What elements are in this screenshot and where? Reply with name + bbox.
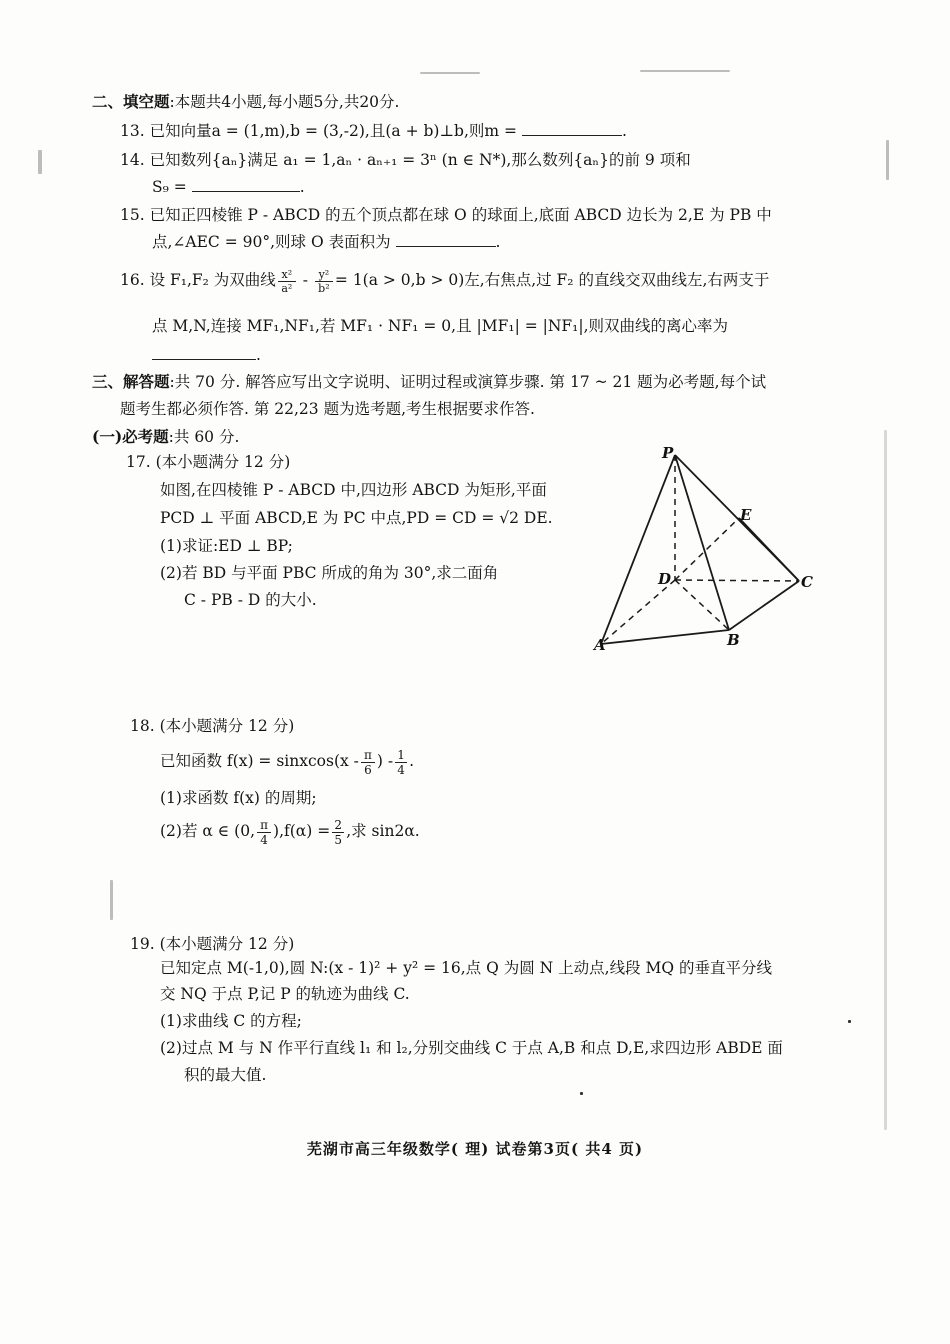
question-text: 积的最大值. [184,1066,267,1084]
question-text: C - PB - D 的大小. [184,591,317,609]
question-19-line2 [160,984,410,1004]
scan-noise [886,140,889,180]
fraction-pi-4 [257,818,271,847]
fraction-num: π [363,747,372,762]
section3-desc: :共 70 分. 解答应写出文字说明、证明过程或演算步骤. 第 17 ~ 21 题为必考题,每个试 [169,373,767,391]
question-19-line5 [184,1065,266,1085]
part1-desc: :共 60 分. [168,428,240,446]
fraction-num: π [260,817,268,832]
fraction-den: 4 [257,832,271,847]
question-17-head [126,452,290,472]
question-text: 如图,在四棱锥 P - ABCD 中,四边形 ABCD 为矩形,平面 [160,481,547,499]
question-text: 点 M,N,连接 MF₁,NF₁,若 MF₁ · NF₁ = 0,且 |MF₁| = |NF₁|,则双曲线的离心率为 [152,317,729,335]
fraction-den: b² [315,281,333,295]
scan-noise [110,880,113,920]
answer-blank [152,345,256,360]
pyramid-figure [586,438,826,658]
section2-title: 二、填空题 [92,92,170,111]
question-text: (2)过点 M 与 N 作平行直线 l₁ 和 l₂,分别交曲线 C 于点 A,B 和点 D,E,求四边形 ABDE 面 [160,1039,783,1057]
section3-desc-line2 [120,399,535,419]
question-17-line2 [160,508,553,528]
fraction-den: a² [278,281,296,295]
question-18-line3 [160,814,420,848]
fraction-num: 2 [334,817,343,832]
edge-AB [601,630,729,644]
fraction-pi-6 [361,748,375,777]
scan-noise [38,150,42,174]
fraction-y [315,268,333,295]
minus-sign: - [297,271,313,289]
fraction-den: 4 [395,762,407,777]
question-text: 已知定点 M(-1,0),圆 N:(x - 1)² + y² = 16,点 Q 为圆 N 上动点,线段 MQ 的垂直平分线 [160,959,773,977]
question-text: (2)若 α ∈ (0, [160,822,256,840]
label-B: B [727,631,740,649]
edge-PA [601,455,675,644]
question-text: ) - [376,752,394,770]
label-C: C [801,573,813,591]
scan-noise [884,430,887,1130]
scan-noise [580,1092,583,1095]
scan-noise [640,70,730,72]
question-text: (1)求曲线 C 的方程; [160,1012,302,1030]
fraction-den: 5 [332,832,344,847]
label-P: P [662,444,674,462]
question-number: 16. [120,271,145,289]
question-number: 14. [120,151,145,169]
edge-DC [675,580,799,581]
question-15-line2 [152,232,500,252]
period: . [495,233,501,251]
question-19-line3 [160,1011,302,1031]
period: . [299,178,305,196]
question-text: S₉ = [152,178,187,196]
page-footer: 芜湖市高三年级数学( 理) 试卷第3页( 共4 页) [306,1140,644,1158]
label-A: A [594,636,606,654]
question-text: 交 NQ 于点 P,记 P 的轨迹为曲线 C. [160,985,410,1003]
question-16-line2 [152,316,728,336]
question-text: (2)若 BD 与平面 PBC 所成的角为 30°,求二面角 [160,564,499,582]
section3-desc: 题考生都必须作答. 第 22,23 题为选考题,考生根据要求作答. [120,400,535,418]
question-18-head [130,716,294,736]
question-text: (1)求函数 f(x) 的周期; [160,789,317,807]
question-18-line1 [160,744,414,778]
edge-BC [729,581,799,630]
section2-heading [92,92,399,112]
question-17-line5 [184,590,317,610]
question-19-head [130,934,294,954]
question-14-line1 [120,150,691,170]
question-text: 点,∠AEC = 90°,则球 O 表面积为 [152,233,391,251]
question-17-line4 [160,563,498,583]
question-text: 已知正四棱锥 P - ABCD 的五个顶点都在球 O 的球面上,底面 ABCD 边长为 2,E 为 PB 中 [149,206,772,224]
period: . [409,752,415,770]
answer-blank [396,232,496,247]
question-text: 已知函数 f(x) = sinxcos(x - [160,752,359,770]
period: . [621,122,627,140]
fraction-num: 1 [397,747,405,762]
question-text: (1)求证:ED ⊥ BP; [160,537,293,555]
period: . [256,346,261,364]
question-15-line1 [120,205,772,225]
question-text: ),f(α) = [273,822,331,840]
question-16-line3 [152,345,261,365]
label-E: E [740,506,752,524]
question-text: 已知向量a = (1,m),b = (3,-2),且(a + b)⊥b,则m = [149,122,517,140]
section3-heading [92,372,766,392]
edge-DA [601,580,675,644]
fraction-num: x² [281,267,293,281]
label-D: D [658,570,672,588]
question-text: = 1(a > 0,b > 0)左,右焦点,过 F₂ 的直线交双曲线左,右两支于 [334,271,770,289]
fraction-num: y² [318,267,330,281]
edge-EC [739,518,799,581]
question-number: 15. [120,206,145,224]
question-17-line1 [160,480,547,500]
part1-heading [92,427,239,447]
answer-blank [522,121,622,136]
answer-blank [192,177,300,192]
edge-DE [675,518,739,580]
fraction-x [278,268,296,295]
question-19-line4 [160,1038,783,1058]
question-number: 13. [120,122,145,140]
question-18-line2 [160,788,317,808]
section2-desc: :本题共4小题,每小题5分,共20分. [169,93,400,111]
fraction-1-4 [395,748,407,777]
scan-noise [848,1020,851,1023]
question-16-line1 [120,262,769,298]
question-14-line2 [152,177,305,197]
fraction-den: 6 [361,762,375,777]
question-header: 18. (本小题满分 12 分) [130,717,295,735]
question-header: 19. (本小题满分 12 分) [130,935,295,953]
question-header: 17. (本小题满分 12 分) [126,453,291,471]
question-13 [120,121,627,141]
question-text: ,求 sin2α. [346,822,420,840]
section3-title: 三、解答题 [92,372,170,391]
question-text: 设 F₁,F₂ 为双曲线 [149,271,276,289]
question-19-line1 [160,958,772,978]
question-17-line3 [160,536,293,556]
part1-title: (一)必考题 [92,427,169,446]
scan-noise [420,72,480,74]
question-text: 已知数列{aₙ}满足 a₁ = 1,aₙ · aₙ₊₁ = 3ⁿ (n ∈ N*),那么数列{aₙ}的前 9 项和 [149,151,691,169]
question-text: PCD ⊥ 平面 ABCD,E 为 PC 中点,PD = CD = √2 DE. [160,509,553,527]
fraction-2-5 [332,818,344,847]
